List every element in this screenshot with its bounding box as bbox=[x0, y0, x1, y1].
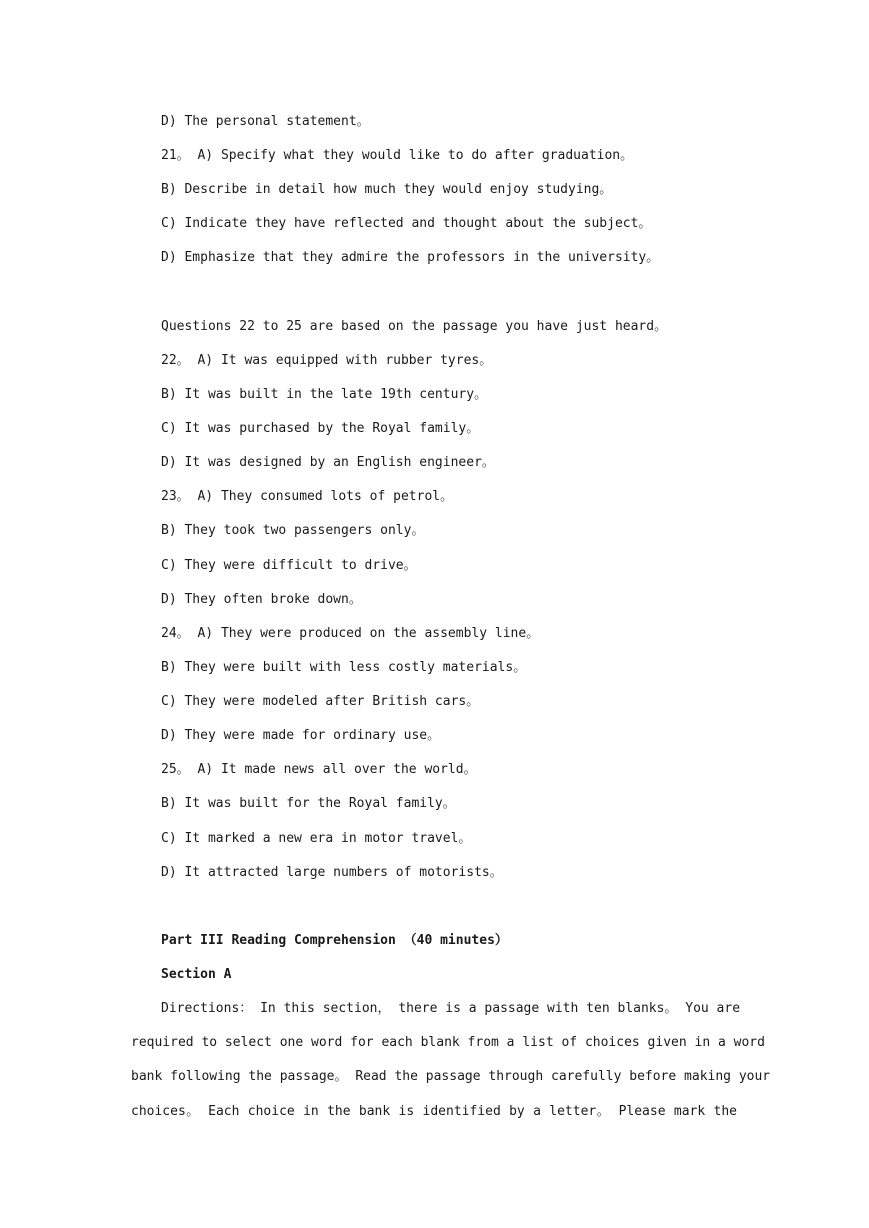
option-line: B) They were built with less costly materials。 bbox=[161, 660, 527, 675]
directions-line: bank following the passage。 Read the passage through carefully before making your bbox=[131, 1069, 771, 1084]
option-line: D) They were made for ordinary use。 bbox=[161, 728, 441, 743]
option-line: D) The personal statement。 bbox=[161, 114, 370, 129]
section-heading: Section A bbox=[161, 967, 232, 982]
directions-line: Directions： In this section， there is a passage with ten blanks。 You are bbox=[161, 1001, 741, 1016]
option-line: D) It was designed by an English engineer。 bbox=[161, 455, 495, 470]
option-line: C) It marked a new era in motor travel。 bbox=[161, 831, 472, 846]
question-line: 21。 A) Specify what they would like to do after graduation。 bbox=[161, 148, 634, 163]
option-line: C) They were modeled after British cars。 bbox=[161, 694, 480, 709]
part-heading: Part III Reading Comprehension （40 minutes） bbox=[161, 933, 508, 948]
question-line: 22。 A) It was equipped with rubber tyres。 bbox=[161, 353, 493, 368]
question-line: 24。 A) They were produced on the assembly line。 bbox=[161, 626, 540, 641]
option-line: C) They were difficult to drive。 bbox=[161, 558, 417, 573]
option-line: B) It was built in the late 19th century。 bbox=[161, 387, 488, 402]
question-line: 23。 A) They consumed lots of petrol。 bbox=[161, 489, 454, 504]
option-line: B) They took two passengers only。 bbox=[161, 523, 425, 538]
option-line: B) Describe in detail how much they would enjoy studying。 bbox=[161, 182, 613, 197]
directions-line: choices。 Each choice in the bank is identified by a letter。 Please mark the bbox=[131, 1104, 737, 1119]
option-line: C) Indicate they have reflected and thought about the subject。 bbox=[161, 216, 652, 231]
option-line: B) It was built for the Royal family。 bbox=[161, 796, 456, 811]
option-line: D) Emphasize that they admire the professors in the university。 bbox=[161, 250, 660, 265]
questions-intro: Questions 22 to 25 are based on the passage you have just heard。 bbox=[161, 319, 668, 334]
option-line: D) They often broke down。 bbox=[161, 592, 362, 607]
question-line: 25。 A) It made news all over the world。 bbox=[161, 762, 477, 777]
option-line: C) It was purchased by the Royal family。 bbox=[161, 421, 480, 436]
directions-line: required to select one word for each blank from a list of choices given in a word bbox=[131, 1035, 765, 1050]
option-line: D) It attracted large numbers of motorists。 bbox=[161, 865, 503, 880]
